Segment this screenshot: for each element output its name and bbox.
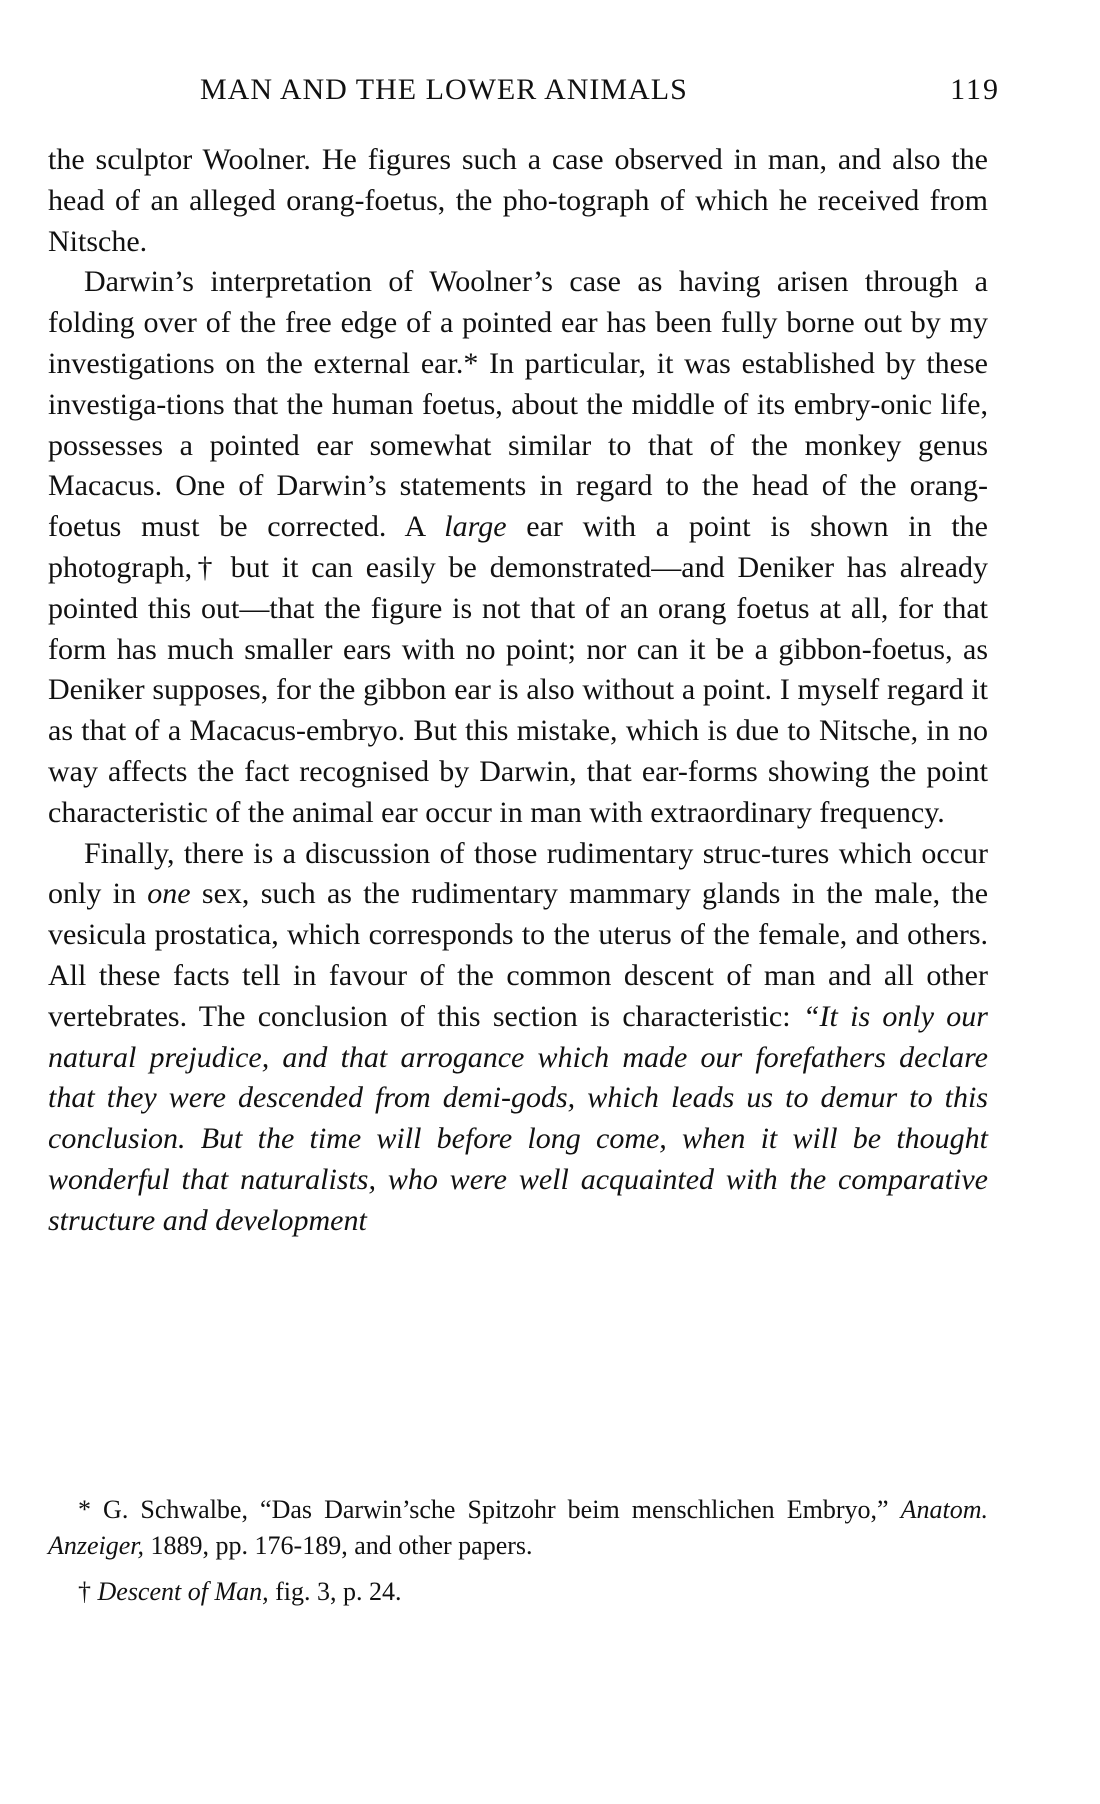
text-run: Finally, there is a discussion of those rudimentary struc-tures which occur only in [48,836,988,911]
italic-text: large [444,510,507,544]
footnote-book-title: Descent of Man, [97,1577,269,1606]
footnote-marker: † [78,1577,98,1606]
paragraph-darwin-interpretation [48,262,988,833]
running-title: MAN AND THE LOWER ANIMALS [200,73,688,106]
italic-quotation: “It is only our natural prejudice, and that arrogance which made our forefathers declare that they were descended from demi-gods, which leads us to demur to this conclusion. But the time will before long come, when it will be thought wonderful that naturalists, who were well acquainted with the comparative structure and development [48,999,988,1237]
page-header [200,70,1000,120]
text-run: sex, such as the rudimentary mammary glands in the male, the vesicula prostatica, which corresponds to the uterus of the female, and others. All these facts tell in favour of the common descent of man and all other vertebrates. The conclusion of this section is characteristic: [48,877,989,1033]
text-run: ear with a point is shown in the photograph,† but it can easily be demonstrated—and Deniker has already pointed this out—that the figure is not that of an orang foetus at all, for that form has much smaller ears with no point; nor can it be a gibbon-foetus, as Deniker supposes, for the gibbon ear is also without a point. I myself regard it as that of a Macacus-embryo. But this mistake, which is due to Nitsche, in no way affects the fact recognised by Darwin, that ear-forms showing the point characteristic of the animal ear occur in man with extraordinary frequency. [48,510,988,829]
paragraph-rudimentary-structures [48,834,988,1242]
footnote-text: fig. 3, p. 24. [268,1577,402,1606]
footnote-schwalbe [48,1492,988,1564]
text-run: the sculptor Woolner. He figures such a case observed in man, and also the head of an alleged orang-foetus, the pho-tograph of which he received from Nitsche. [48,143,988,258]
footnote-text: 1889, pp. 176-189, and other papers. [144,1531,533,1560]
page-number: 119 [950,73,1000,106]
paragraph-continuation [48,140,988,262]
main-text [48,140,988,1242]
footnotes [48,1492,988,1610]
text-run: Darwin’s interpretation of Woolner’s case as having arisen through a folding over of the free edge of a pointed ear has been fully borne out by my investigations on the external ear.* In particular, it was established by these investiga-tions that the human foetus, about the middle of its embry-onic life, possesses a pointed ear somewhat similar to that of the monkey genus Macacus. One of Darwin’s statements in regard to the head of the orang-foetus must be corrected. A [48,265,988,544]
footnote-descent-of-man [48,1574,988,1610]
footnote-text: * G. Schwalbe, “Das Darwin’sche Spitzohr beim menschlichen Embryo,” [78,1495,901,1524]
italic-text: one [147,877,191,911]
footnote-journal: Anatom. Anzeiger, [48,1495,988,1560]
